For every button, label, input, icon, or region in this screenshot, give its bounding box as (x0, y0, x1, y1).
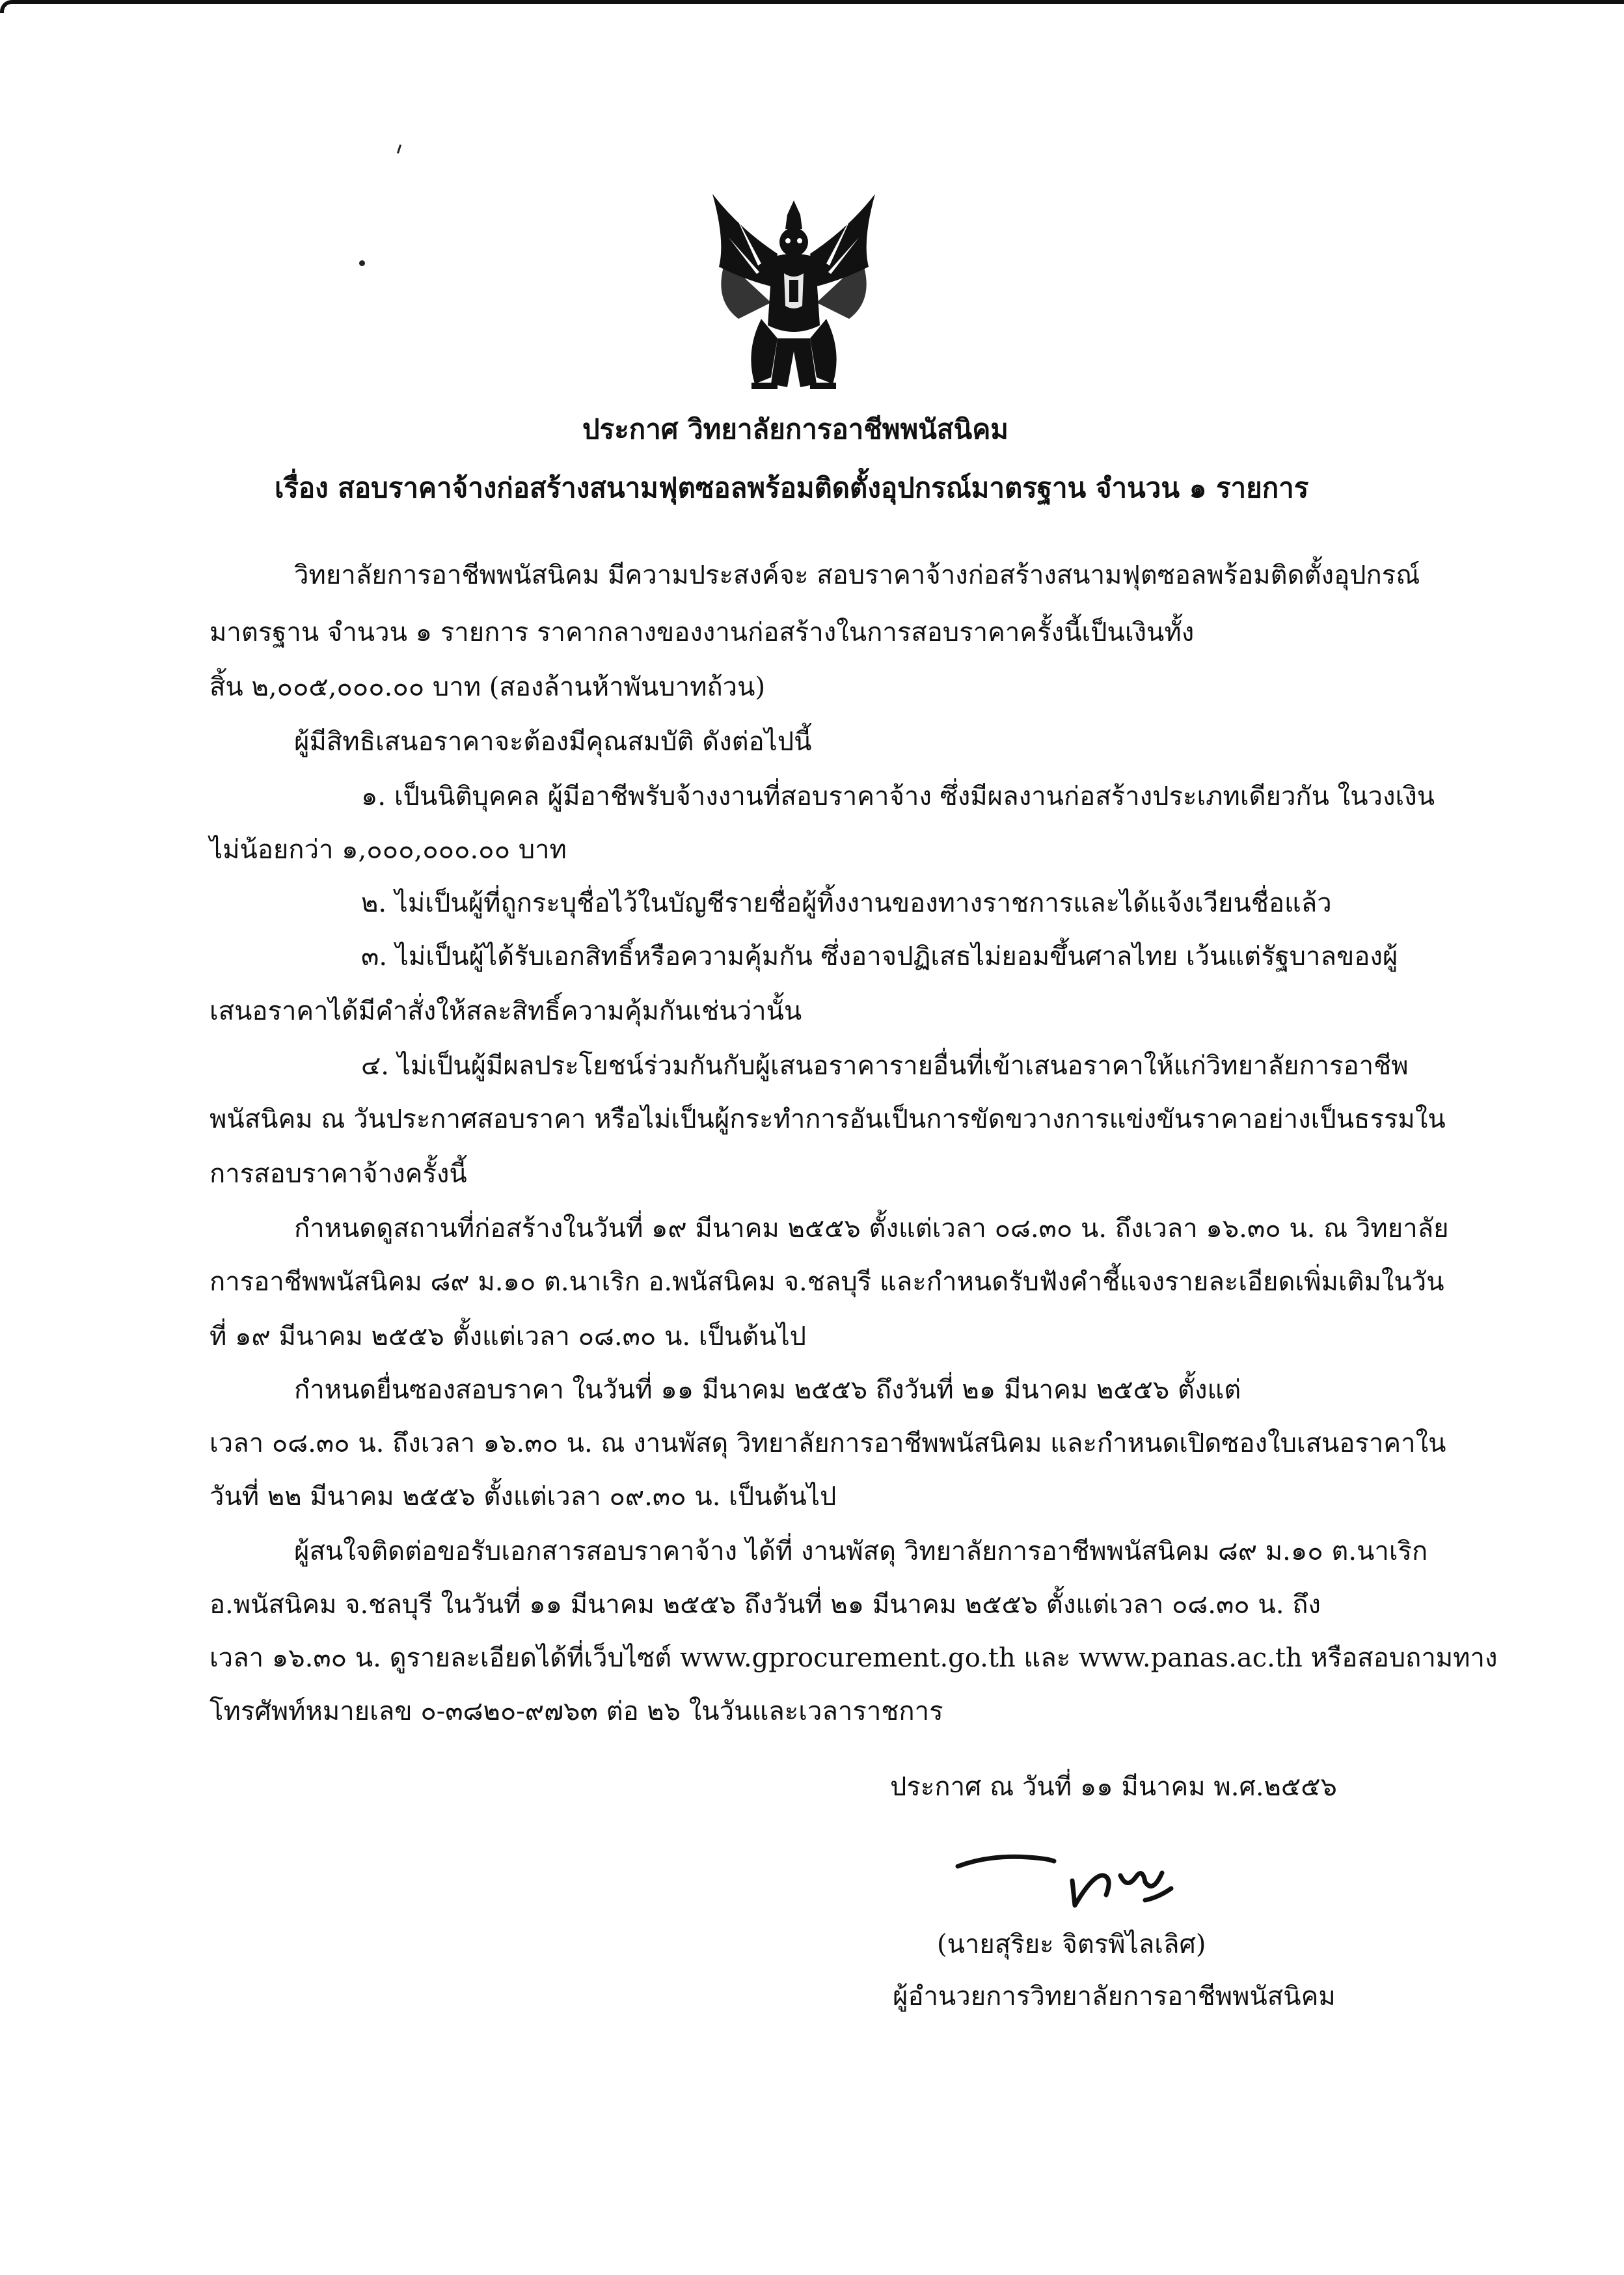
garuda-emblem (699, 189, 888, 397)
qualification-continuation: พนัสนิคม ณ วันประกาศสอบราคา หรือไม่เป็นผู้กระทำการอันเป็นการขัดขวางการแข่งขันราคาอย่างเป็นธรรมใน (210, 1104, 1446, 1134)
intro-line: สิ้น ๒,๐๐๕,๐๐๐.๐๐ บาท (สองล้านห้าพันบาทถ้วน) (210, 672, 766, 702)
qualification-item: ๓. ไม่เป็นผู้ได้รับเอกสิทธิ์หรือความคุ้มกัน ซึ่งอาจปฏิเสธไม่ยอมขึ้นศาลไทย เว้นแต่รัฐบาลของผู้ (361, 942, 1398, 972)
signer-position: ผู้อำนวยการวิทยาลัยการอาชีพพนัสนิคม (893, 1982, 1336, 2011)
handwritten-signature (950, 1835, 1197, 1913)
qualification-continuation: การสอบราคาจ้างครั้งนี้ (210, 1159, 467, 1189)
submission-line: วันที่ ๒๒ มีนาคม ๒๕๕๖ ตั้งแต่เวลา ๐๙.๓๐ น. เป็นต้นไป (210, 1482, 837, 1512)
scan-edge (0, 0, 1624, 13)
contact-line: ผู้สนใจติดต่อขอรับเอกสารสอบราคาจ้าง ได้ที่ งานพัสดุ วิทยาลัยการอาชีพพนัสนิคม ๘๙ ม.๑๐ ต.นาเริก (294, 1536, 1428, 1566)
contact-line: เวลา ๑๖.๓๐ น. ดูรายละเอียดได้ที่เว็บไซต์ www.gprocurement.go.th และ www.panas.ac.th หรือสอบถามทาง (210, 1643, 1498, 1673)
document-title: ประกาศ วิทยาลัยการอาชีพพนัสนิคม (582, 413, 1008, 445)
qualification-continuation: ไม่น้อยกว่า ๑,๐๐๐,๐๐๐.๐๐ บาท (210, 835, 567, 865)
qualifications-heading: ผู้มีสิทธิเสนอราคาจะต้องมีคุณสมบัติ ดังต่อไปนี้ (294, 727, 812, 757)
document-subject: เรื่อง สอบราคาจ้างก่อสร้างสนามฟุตซอลพร้อมติดตั้งอุปกรณ์มาตรฐาน จำนวน ๑ รายการ (275, 472, 1309, 504)
scan-speck (359, 260, 365, 266)
intro-line: มาตรฐาน จำนวน ๑ รายการ ราคากลางของงานก่อสร้างในการสอบราคาครั้งนี้เป็นเงินทั้ง (210, 618, 1195, 647)
scan-speck (397, 144, 401, 154)
submission-line: เวลา ๐๘.๓๐ น. ถึงเวลา ๑๖.๓๐ น. ณ งานพัสดุ วิทยาลัยการอาชีพพนัสนิคม และกำหนดเปิดซองใบเสนอราคาใน (210, 1428, 1446, 1458)
site-visit-line: การอาชีพพนัสนิคม ๘๙ ม.๑๐ ต.นาเริก อ.พนัสนิคม จ.ชลบุรี และกำหนดรับฟังคำชี้แจงรายละเอียดเพิ่มเติมในวัน (210, 1267, 1444, 1297)
qualification-item: ๑. เป็นนิติบุคคล ผู้มีอาชีพรับจ้างงานที่สอบราคาจ้าง ซึ่งมีผลงานก่อสร้างประเภทเดียวกัน ในวงเงิน (361, 782, 1435, 811)
site-visit-line: ที่ ๑๙ มีนาคม ๒๕๕๖ ตั้งแต่เวลา ๐๘.๓๐ น. เป็นต้นไป (210, 1322, 807, 1352)
qualification-continuation: เสนอราคาได้มีคำสั่งให้สละสิทธิ์ความคุ้มกันเช่นว่านั้น (210, 996, 802, 1026)
contact-line: โทรศัพท์หมายเลข ๐-๓๘๒๐-๙๗๖๓ ต่อ ๒๖ ในวันและเวลาราชการ (210, 1696, 943, 1726)
announcement-date: ประกาศ ณ วันที่ ๑๑ มีนาคม พ.ศ.๒๕๕๖ (890, 1772, 1337, 1802)
qualification-item: ๒. ไม่เป็นผู้ที่ถูกระบุชื่อไว้ในบัญชีรายชื่อผู้ทิ้งงานของทางราชการและได้แจ้งเวียนชื่อแล้ว (361, 888, 1332, 918)
signer-name: (นายสุริยะ จิตรพิไลเลิศ) (937, 1929, 1206, 1959)
qualification-item: ๔. ไม่เป็นผู้มีผลประโยชน์ร่วมกันกับผู้เสนอราคารายอื่นที่เข้าเสนอราคาให้แก่วิทยาลัยการอาชีพ (361, 1051, 1409, 1081)
submission-line: กำหนดยื่นซองสอบราคา ในวันที่ ๑๑ มีนาคม ๒๕๕๖ ถึงวันที่ ๒๑ มีนาคม ๒๕๕๖ ตั้งแต่ (294, 1375, 1241, 1405)
contact-line: อ.พนัสนิคม จ.ชลบุรี ในวันที่ ๑๑ มีนาคม ๒๕๕๖ ถึงวันที่ ๒๑ มีนาคม ๒๕๕๖ ตั้งแต่เวลา ๐๘.๓๐ น. ถึง (210, 1590, 1321, 1620)
site-visit-line: กำหนดดูสถานที่ก่อสร้างในวันที่ ๑๙ มีนาคม ๒๕๕๖ ตั้งแต่เวลา ๐๘.๓๐ น. ถึงเวลา ๑๖.๓๐ น. ณ วิทยาลัย (294, 1214, 1449, 1244)
intro-line: วิทยาลัยการอาชีพพนัสนิคม มีความประสงค์จะ สอบราคาจ้างก่อสร้างสนามฟุตซอลพร้อมติดตั้งอุปกรณ์ (294, 560, 1420, 590)
